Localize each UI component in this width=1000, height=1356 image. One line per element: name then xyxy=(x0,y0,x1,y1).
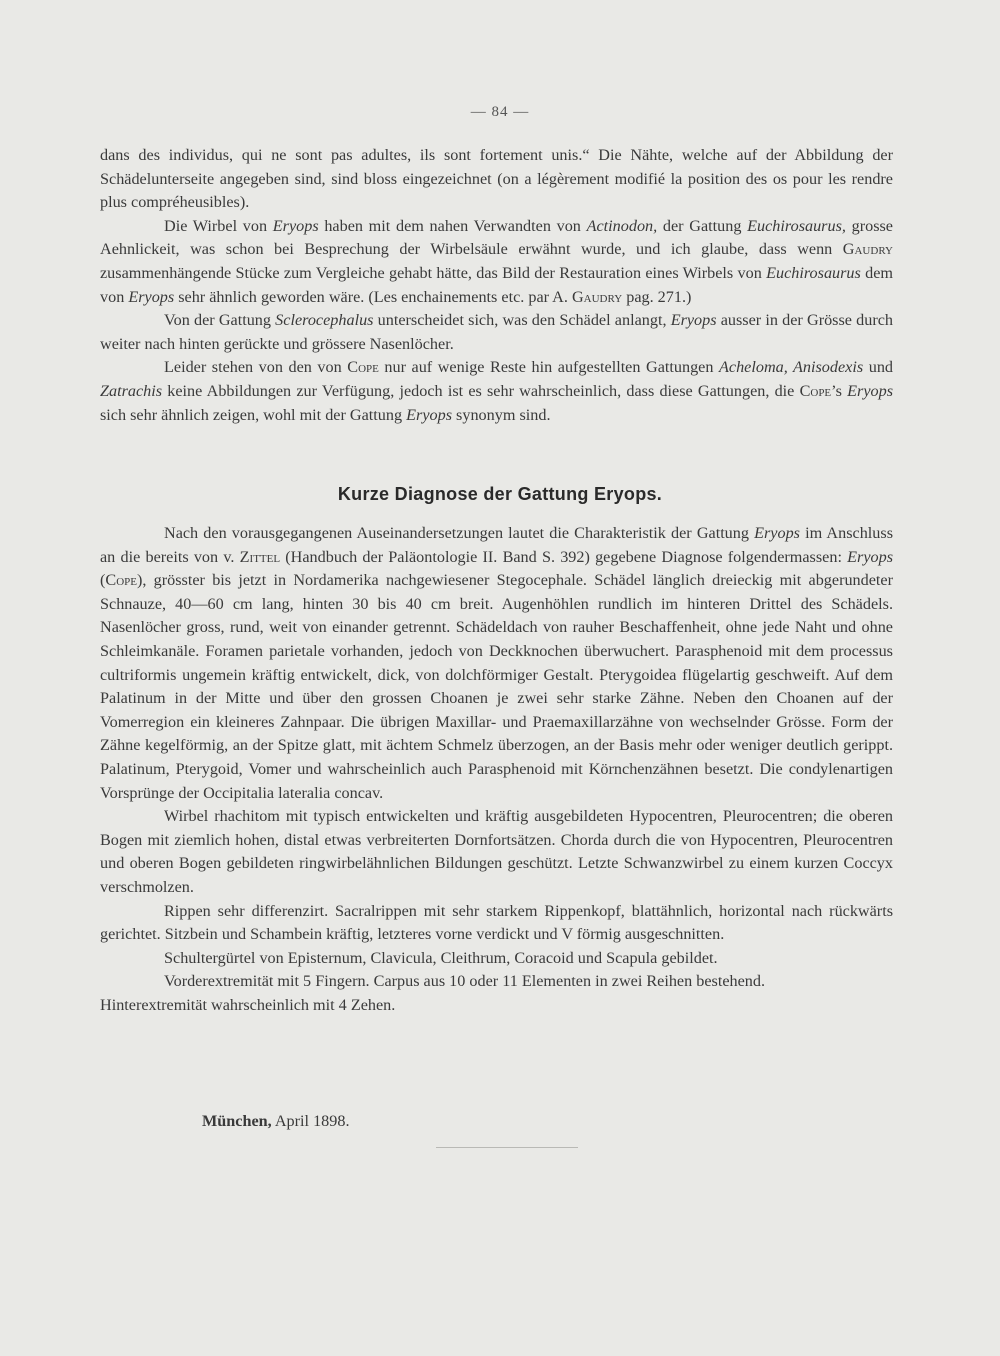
text-run: Nach den vorausgegangenen Auseinandersetzungen lautet die Charakteristik der Gattung xyxy=(164,524,755,542)
diagnosis-paragraph-2: Wirbel rhachitom mit typisch entwickelten und kräftig ausgebildeten Hypocentren, Pleurocentren; die oberen Bogen mit ziemlich hohen, distal etwas verbreiterten Dornfortsätzen. Chorda durch die von Hypocentren, Pleurocentren und oberen Bogen gebildeten ringwirbelähnlichen Bildungen geschützt. Letzte Schwanzwirbel zu einem kurzen Coccyx verschmolzen. xyxy=(100,807,893,896)
genus-name: Eryops xyxy=(670,311,717,330)
text-run: der Gattung xyxy=(657,216,748,235)
diagnosis-paragraph-6: Hinterextremität wahrscheinlich mit 4 Zehen. xyxy=(100,995,396,1014)
text-run: nur auf wenige Reste hin aufgestellten Gattungen xyxy=(378,358,719,377)
genus-name: Acheloma, Anisodexis xyxy=(719,358,864,377)
text-run: sich sehr ähnlich zeigen, wohl mit der Gattung xyxy=(100,405,407,424)
text-run: Leider stehen von den von xyxy=(164,358,348,377)
author-name: Gaudry xyxy=(571,287,623,306)
text-run: sehr ähnlich geworden wäre. (Les enchainements etc. par A. xyxy=(174,287,572,306)
genus-name: Eryops xyxy=(754,524,800,542)
diagnosis-paragraph-1 xyxy=(100,522,893,805)
text-run: keine Abbildungen zur Verfügung, jedoch ist es sehr wahrscheinlich, dass diese Gattungen, die xyxy=(162,381,800,400)
author-name: Cope xyxy=(347,358,379,377)
page-number: — 84 — xyxy=(470,104,530,120)
intro-paragraph-2 xyxy=(100,215,893,309)
genus-name: Euchirosaurus xyxy=(766,263,861,282)
text-run: grosse Aehnlickeit, was schon bei Besprechung der Wirbelsäule erwähnt wurde, und ich glaube, dass wenn xyxy=(100,216,893,259)
closing-rule xyxy=(436,1147,578,1148)
diagnosis-paragraph-4: Schultergürtel von Episternum, Clavicula, Cleithrum, Coracoid und Scapula gebildet. xyxy=(164,948,718,967)
intro-section xyxy=(100,144,893,427)
text-run: Die Wirbel von xyxy=(164,216,273,235)
text-run: haben mit dem nahen Verwandten von xyxy=(318,216,587,235)
author-name: Gaudry xyxy=(842,240,893,259)
intro-paragraph-3 xyxy=(100,309,893,356)
diagnosis-paragraph-3: Rippen sehr differenzirt. Sacralrippen mit sehr starkem Rippenkopf, blattähnlich, horizontal nach rückwärts gerichtet. Sitzbein und Schambein kräftig, letzteres vorne verdickt und V förmig ausgeschnitten. xyxy=(100,901,893,944)
text-run: synonym sind. xyxy=(452,405,551,424)
text-run: zusammenhängende Stücke zum Vergleiche gehabt hätte, das Bild der Restauration eines Wirbels von xyxy=(100,263,767,282)
author-name: Cope xyxy=(105,571,137,590)
author-name: Cope xyxy=(799,381,832,400)
genus-name: Eryops xyxy=(847,547,894,566)
genus-name: Sclerocephalus xyxy=(275,311,374,330)
section-heading: Kurze Diagnose der Gattung Eryops. xyxy=(337,484,663,504)
text-run: ’s xyxy=(831,381,848,400)
text-run: pag. 271.) xyxy=(622,287,692,306)
text-run: und xyxy=(863,358,893,377)
genus-name: Euchirosaurus, xyxy=(747,216,846,235)
text-run: Von der Gattung xyxy=(164,311,276,330)
intro-paragraph-4 xyxy=(100,356,893,427)
text-run: (Handbuch der Paläontologie II. Band S. 392) gegebene Diagnose folgendermassen: xyxy=(280,547,848,566)
genus-name: Actinodon, xyxy=(586,216,658,235)
diagnosis-section xyxy=(100,522,893,1017)
text-run: ( xyxy=(100,571,106,590)
text-run: ausser in der Grösse durch weiter nach hinten gerückte und grössere Nasenlöcher. xyxy=(100,311,894,353)
genus-name: Eryops xyxy=(406,405,452,424)
signature-line xyxy=(202,1112,350,1131)
intro-paragraph-1: dans des individus, qui ne sont pas adultes, ils sont fortement unis.“ Die Nähte, welche auf der Abbildung der Schädelunterseite angegeben sind, sind bloss eingezeichnet (on a légèrement modifié la position des os pour les rendre plus compréheusibles). xyxy=(100,146,893,212)
genus-name: Eryops xyxy=(847,381,894,400)
genus-name: Eryops xyxy=(128,287,175,306)
signature-city: München, xyxy=(202,1112,272,1130)
text-run: unterscheidet sich, was den Schädel anlangt, xyxy=(373,311,671,330)
text-run: dem von xyxy=(100,263,893,306)
signature-date: April 1898. xyxy=(271,1112,350,1130)
genus-name: Eryops xyxy=(272,216,319,235)
text-run: ), grösster bis jetzt in Nordamerika nachgewiesener Stegocephale. Schädel länglich dreieckig mit abgerundeter Schnauze, 40—60 cm lang, hinten 30 bis 40 cm breit. Augenhöhlen rundlich im hinteren Drittel des Schädels. Nasenlöcher gross, rund, weit von einander getrennt. Schädeldach von rauher Beschaffenheit, ohne jede Naht und ohne Schleimkanäle. Foramen parietale vorhanden, jedoch von Deckknochen überwuchert. Parasphenoid mit dem processus cultriformis ungemein kräftig entwickelt, dick, von dolchförmiger Gestalt. Pterygoidea flügelartig geschweift. Auf dem Palatinum in der Mitte und über den grossen Choanen je zwei sehr starke Zähne. Neben den Choanen auf der Vomerregion ein kleineres Zahnpaar. Die übrigen Maxillar- und Praemaxillarzähne von wechselnder Grösse. Form der Zähne kegelförmig, an der Spitze glatt, mit ächtem Schmelz überzogen, an der Basis mehr oder weniger deutlich gerippt. Palatinum, Pterygoid, Vomer und wahrscheinlich auch Parasphenoid mit Körnchenzähnen besetzt. Die condylenartigen Vorsprünge der Occipitalia lateralia concav. xyxy=(100,571,893,802)
text-run: im Anschluss an die bereits von v. xyxy=(100,524,893,566)
diagnosis-paragraph-5: Vorderextremität mit 5 Fingern. Carpus aus 10 oder 11 Elementen in zwei Reihen bestehend. xyxy=(164,972,766,991)
author-name: Zittel xyxy=(239,547,281,566)
genus-name: Zatrachis xyxy=(100,381,163,400)
